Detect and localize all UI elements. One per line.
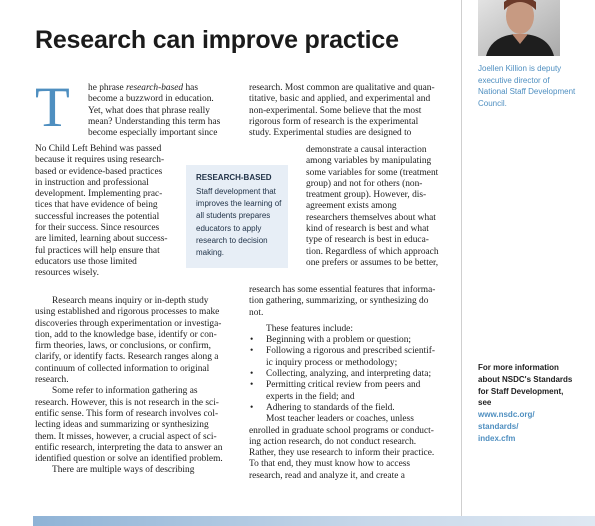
text-line: Yet, what does that phrase really	[88, 105, 210, 116]
list-item: • Permitting critical review from peers and experts in the field; and	[249, 380, 441, 403]
link-line: standards/	[478, 421, 519, 431]
list-item: • Beginning with a problem or question;	[249, 335, 441, 346]
text-line: To that end, they must know how to access	[249, 459, 411, 470]
text-line: successful increases the potential	[35, 211, 160, 222]
features-list	[249, 335, 441, 414]
page-title: Research can improve practice	[35, 26, 399, 54]
text-line: researchers themselves about what	[306, 212, 436, 223]
text-line: discoveries through experimentation or investiga-	[35, 318, 222, 329]
text-line: not.	[249, 307, 264, 318]
text-line: identified question or solve an identified problem.	[35, 454, 223, 465]
text-line: research. Most common are qualitative and quan-	[249, 83, 435, 93]
text-line: agreement exists among	[306, 201, 397, 212]
text-line: Most teacher leaders or coaches, unless	[266, 414, 414, 425]
text-line: entific research, interpreting the data to answer an	[35, 442, 223, 453]
text-line: kind of research is best and what	[306, 224, 429, 235]
body-column-2-bottom	[249, 285, 441, 482]
text-line: some variables for some (treatment	[306, 167, 439, 178]
text-line: become especially important since	[88, 128, 218, 139]
text-line: Some refer to information gathering as	[52, 386, 198, 397]
text-line: There are multiple ways of describing	[52, 465, 195, 476]
text-line: based or evidence-based practices	[35, 166, 163, 177]
list-item: • Adhering to standards of the field.	[249, 403, 441, 414]
text-line: non-experimental. Some believe that the most	[249, 105, 422, 116]
text-line: entific sense. This form of research involves col-	[35, 408, 219, 419]
callout-heading: RESEARCH-BASED	[196, 173, 272, 182]
text-line: resources wisely.	[35, 268, 99, 279]
text-line: firm theories, laws, or conclusions, or confirm,	[35, 341, 212, 352]
text-line: lecting ideas and summarizing or synthesizing	[35, 420, 209, 431]
drop-cap: T	[35, 76, 70, 139]
text-line: demonstrate a causal interaction	[306, 145, 427, 155]
text-line: using established and rigorous processes to make	[35, 307, 220, 318]
body-column-2-top	[249, 83, 441, 139]
text-line: Research means inquiry or in-depth study	[52, 296, 209, 306]
text-line: them. It misses, however, a crucial aspect of sci-	[35, 431, 217, 442]
text-line: are limited, learning about success-	[35, 234, 168, 245]
text-line: continuum of collected information to original	[35, 363, 210, 374]
text-line: one prefers or assumes to be better,	[306, 257, 439, 268]
callout-body: Staff development that improves the learning of all students prepares educators to apply research to decision making.	[196, 187, 282, 258]
intro-indented	[88, 83, 231, 139]
text-line: type of research is best in educa-	[306, 235, 429, 246]
text-line: clarify, or identify facts. Research ranges along a	[35, 352, 219, 363]
sidebar-divider	[461, 0, 462, 526]
text-line: in instruction and professional	[35, 177, 149, 188]
text-line: treatment group). However, dis-	[306, 190, 427, 201]
list-item: • Collecting, analyzing, and interpreting data;	[249, 369, 441, 380]
text-line: Rather, they use research to inform their practice.	[249, 448, 435, 459]
text-line: educators use those limited	[35, 256, 137, 267]
link-line: index.cfm	[478, 433, 516, 443]
text-line: he phrase research-based has	[88, 83, 198, 93]
body-column-1	[35, 296, 233, 477]
text-line: tices that have evidence of being	[35, 200, 158, 211]
text-line: rigorous form of research is the experimental	[249, 116, 419, 127]
text-line: research. However, this is not research in the sci-	[35, 397, 219, 408]
text-line: group) and not for others (non-	[306, 178, 423, 189]
text-line: ing action research, do not conduct research.	[249, 436, 417, 447]
text-line: enrolled in graduate school programs or conduct-	[249, 425, 434, 436]
text-line: mean? Understanding this term has	[88, 116, 221, 127]
standards-link[interactable]	[478, 410, 535, 443]
author-photo	[478, 0, 560, 56]
more-info-text: For more information about NSDC's Standards for Staff Development, see	[478, 363, 573, 408]
text-line: because it requires using research-	[35, 155, 165, 166]
author-caption: Joellen Killion is deputy executive director of National Staff Development Council.	[478, 64, 576, 108]
text-line: research has some essential features that informa-	[249, 285, 436, 295]
text-line: research.	[35, 375, 69, 386]
text-line: No Child Left Behind was passed	[35, 144, 162, 154]
text-line: study. Experimental studies are designed to	[249, 128, 412, 139]
link-line: www.nsdc.org/	[478, 410, 535, 420]
intro-body	[35, 144, 180, 280]
text-line: research, read and analyze it, and create a	[249, 470, 405, 481]
text-line: become a buzzword in education.	[88, 94, 214, 105]
text-line: ful practices will help ensure that	[35, 245, 160, 256]
text-line: tion, add to the knowledge base, identify or con-	[35, 329, 217, 340]
author-portrait-icon	[478, 0, 560, 56]
text-line: development. Implementing prac-	[35, 189, 163, 200]
text-line: These features include:	[266, 323, 353, 334]
text-line: titative, basic and applied, and experimental and	[249, 94, 431, 105]
list-item: • Following a rigorous and prescribed scientif- ic inquiry process or methodology;	[249, 346, 441, 369]
text-line: tion. Regardless of which approach	[306, 246, 439, 257]
text-line: among variables by manipulating	[306, 156, 432, 167]
text-line: for their success. Since resources	[35, 223, 160, 234]
text-line: tion gathering, summarizing, or synthesizing do	[249, 296, 429, 307]
bottom-banner	[33, 516, 595, 526]
body-column-2-wrap	[306, 145, 442, 269]
more-info	[478, 362, 578, 445]
